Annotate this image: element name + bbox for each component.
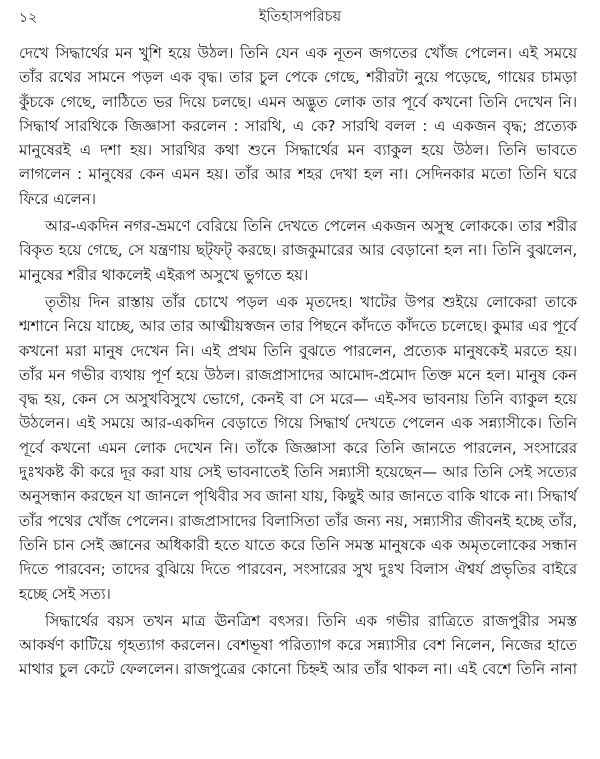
- body-text: [19, 41, 577, 682]
- page-header: [0, 4, 600, 26]
- text-line: কুঁচকে গেছে, লাঠিতে ভর দিয়ে চলছে। এমন অদ্ভুত লোক তার পূর্বে কখনো তিনি দেখেন নি।: [19, 92, 577, 111]
- text-line: তাঁর মন গভীর ব্যথায় পূর্ণ হয়ে উঠল। রাজপ্রাসাদের আমোদ-প্রমোদ তিক্ত মনে হল। মানুষ কেন: [19, 365, 577, 384]
- text-line: উঠলেন। এই সময়ে আর-একদিন বেড়াতে গিয়ে সিদ্ধার্থ দেখতে পেলেন এক সন্ন্যাসীকে। তিনি: [19, 414, 577, 433]
- text-line: বিকৃত হয়ে গেছে, সে যন্ত্রণায় ছট্‌ফট্‌ করছে। রাজকুমারের আর বেড়ানো হল না। তিনি বুঝলেন,: [19, 241, 577, 260]
- text-line: ফিরে এলেন।: [19, 189, 96, 208]
- paragraph: [19, 290, 577, 606]
- text-line: তৃতীয় দিন রাস্তায় তাঁর চোখে পড়ল এক মৃতদেহ। খাটের উপর শুইয়ে লোকেরা তাকে: [45, 292, 577, 311]
- text-line: মাথার চুল কেটে ফেললেন। রাজপুত্রের কোনো চিহ্নই আর তাঁর থাকল না। এই বেশে তিনি নানা: [19, 660, 577, 679]
- text-line: পূর্বে কখনো এমন লোক দেখেন নি। তাঁকে জিজ্ঞাসা করে তিনি জানতে পারলেন, সংসারের: [19, 438, 577, 457]
- paragraph: [19, 609, 577, 682]
- text-line: তাঁর রথের সামনে পড়ল এক বৃদ্ধ। তার চুল পেকে গেছে, শরীরটা নুয়ে পড়েছে, গায়ের চামড়া: [19, 68, 577, 87]
- text-line: লাগলেন : মানুষের কেন এমন হয়। তাঁর আর শহর দেখা হল না। সেদিনকার মতো তিনি ঘরে: [19, 165, 577, 184]
- text-line: তাঁর পথের খোঁজ পেলেন। রাজপ্রাসাদের বিলাসিতা তাঁর জন্য নয়, সন্ন্যাসীর জীবনই হচ্ছে তাঁর,: [19, 511, 577, 530]
- text-line: মানুষেরই এ দশা হয়। সারথির কথা শুনে সিদ্ধার্থের মন ব্যাকুল হয়ে উঠল। তিনি ভাবতে: [19, 141, 577, 160]
- text-line: কখনো মরা মানুষ দেখেন নি। এই প্রথম তিনি বুঝতে পারলেন, প্রত্যেক মানুষকেই মরতে হয়।: [19, 341, 577, 360]
- text-line: শ্মশানে নিয়ে যাচ্ছে, আর তার আত্মীয়স্বজন তার পিছনে কাঁদতে কাঁদতে চলেছে। কুমার এর পূর্বে: [19, 317, 577, 336]
- text-line: তিনি চান সেই জ্ঞানের অধিকারী হতে যাতে করে তিনি সমস্ত মানুষকে এক অমৃতলোকের সন্ধান: [19, 535, 577, 554]
- text-line: দিতে পারবেন; তাদের বুঝিয়ে দিতে পারবেন, সংসারের সুখ দুঃখ বিলাস ঐশ্বর্য প্রভৃতির বাইরে: [19, 560, 577, 579]
- paragraph: [19, 214, 577, 287]
- text-line: দেখে সিদ্ধার্থের মন খুশি হয়ে উঠল। তিনি যেন এক নূতন জগতের খোঁজ পেলেন। এই সময়ে: [19, 44, 577, 62]
- text-line: বৃদ্ধ হয়, কেন সে অসুখবিসুখে ভোগে, কেনই বা সে মরে— এই-সব ভাবনায় তিনি ব্যাকুল হয়ে: [19, 390, 577, 409]
- page-number: ১২: [19, 10, 38, 26]
- paragraph: [19, 41, 577, 211]
- text-line: অনুসন্ধান করছেন যা জানলে পৃথিবীর সব জানা যায়, কিছুই আর জানতে বাকি থাকে না। সিদ্ধার্থ: [19, 487, 577, 506]
- text-line: হচ্ছে সেই সত্য।: [19, 584, 111, 603]
- text-line: আকর্ষণ কাটিয়ে গৃহত্যাগ করলেন। বেশভূষা পরিত্যাগ করে সন্ন্যাসীর বেশ নিলেন, নিজের হাতে: [19, 636, 577, 655]
- text-line: মানুষের শরীর থাকলেই এইরূপ অসুখে ভুগতে হয়।: [19, 265, 309, 284]
- text-line: সিদ্ধার্থের বয়স তখন মাত্র ঊনত্রিশ বৎসর। তিনি এক গভীর রাত্রিতে রাজপুরীর সমস্ত: [45, 611, 577, 630]
- running-title: ইতিহাসপরিচয়: [258, 9, 342, 25]
- text-line: সিদ্ধার্থ সারথিকে জিজ্ঞাসা করলেন : সারথি, এ কে? সারথি বলল : এ একজন বৃদ্ধ; প্রত্যেক: [19, 116, 577, 135]
- text-line: আর-একদিন নগর-ভ্রমণে বেরিয়ে তিনি দেখতে পেলেন একজন অসুস্থ লোককে। তার শরীর: [45, 217, 577, 236]
- text-line: দুঃখকষ্ট কী করে দূর করা যায় সেই ভাবনাতেই তিনি সন্ন্যাসী হয়েছেন— আর তিনি সেই সত্যের: [19, 463, 577, 482]
